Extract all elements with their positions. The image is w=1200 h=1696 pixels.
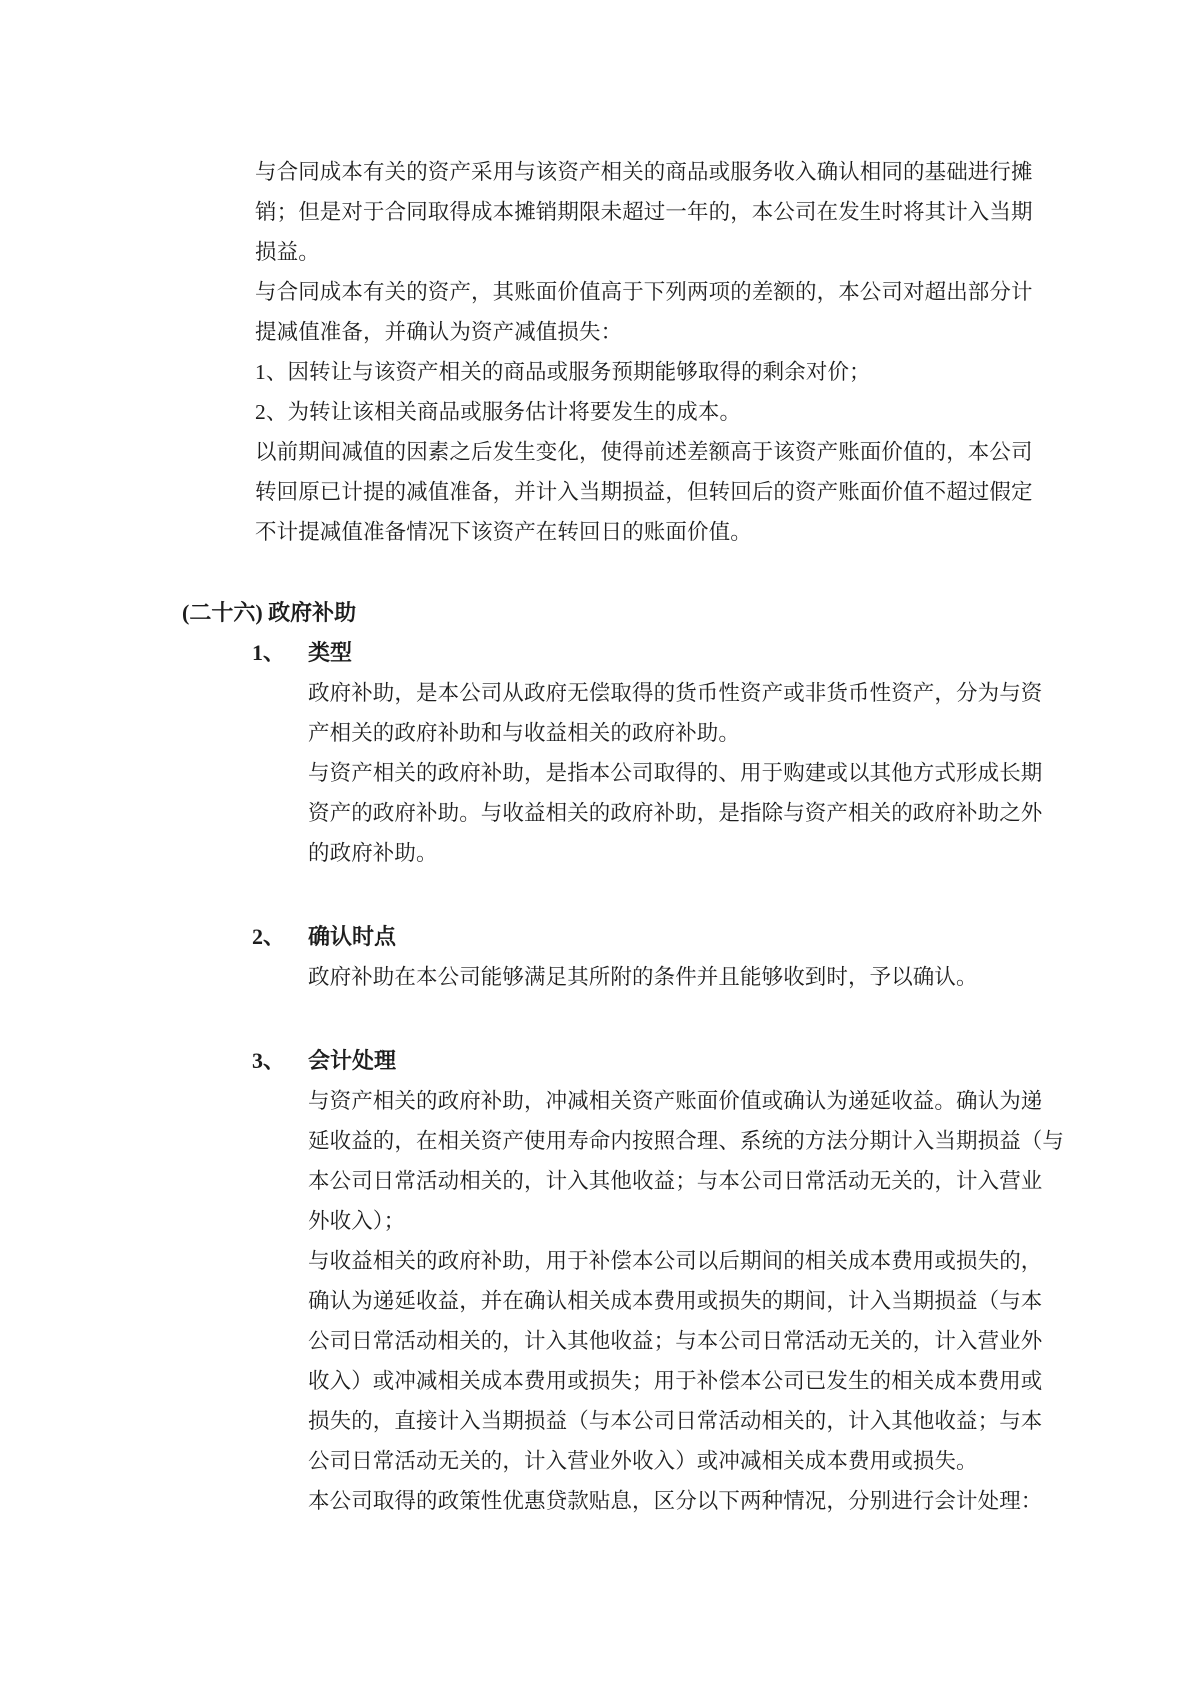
text-line: 政府补助在本公司能够满足其所附的条件并且能够收到时，予以确认。 bbox=[308, 965, 978, 989]
section-heading: (二十六) 政府补助 bbox=[182, 600, 357, 625]
text-line: 产相关的政府补助和与收益相关的政府补助。 bbox=[308, 721, 741, 745]
paragraph bbox=[0, 1081, 1200, 1241]
text-line: 不计提减值准备情况下该资产在转回日的账面价值。 bbox=[255, 520, 752, 544]
numbered-subheading bbox=[252, 917, 1200, 957]
text-line: 与合同成本有关的资产，其账面价值高于下列两项的差额的，本公司对超出部分计 bbox=[255, 280, 1033, 304]
text-line: 公司日常活动无关的，计入营业外收入）或冲减相关成本费用或损失。 bbox=[308, 1449, 978, 1473]
text-line: 2、为转让该相关商品或服务估计将要发生的成本。 bbox=[255, 400, 742, 424]
text-line: 的政府补助。 bbox=[308, 841, 438, 865]
text-line: 1、因转让与该资产相关的商品或服务预期能够取得的剩余对价； bbox=[255, 360, 871, 384]
text-line: 以前期间减值的因素之后发生变化，使得前述差额高于该资产账面价值的，本公司 bbox=[255, 440, 1033, 464]
paragraph bbox=[0, 957, 1200, 997]
text-line: 提减值准备，并确认为资产减值损失： bbox=[255, 320, 623, 344]
subheading-number: 3、 bbox=[252, 1048, 286, 1073]
paragraph bbox=[0, 392, 1200, 432]
text-line: 本公司日常活动相关的，计入其他收益；与本公司日常活动无关的，计入营业 bbox=[308, 1169, 1043, 1193]
text-line: 损益。 bbox=[255, 240, 320, 264]
text-line: 资产的政府补助。与收益相关的政府补助，是指除与资产相关的政府补助之外 bbox=[308, 801, 1043, 825]
text-line: 损失的，直接计入当期损益（与本公司日常活动相关的，计入其他收益；与本 bbox=[308, 1409, 1043, 1433]
text-line: 延收益的，在相关资产使用寿命内按照合理、系统的方法分期计入当期损益（与 bbox=[308, 1129, 1065, 1153]
subheading-title: 类型 bbox=[308, 640, 353, 665]
paragraph bbox=[0, 152, 1200, 272]
subheading-title: 会计处理 bbox=[308, 1048, 397, 1073]
text-line: 政府补助，是本公司从政府无偿取得的货币性资产或非货币性资产，分为与资 bbox=[308, 681, 1043, 705]
paragraph bbox=[0, 272, 1200, 352]
text-line: 与资产相关的政府补助，是指本公司取得的、用于购建或以其他方式形成长期 bbox=[308, 761, 1043, 785]
text-line: 公司日常活动相关的，计入其他收益；与本公司日常活动无关的，计入营业外 bbox=[308, 1329, 1043, 1353]
text-line: 收入）或冲减相关成本费用或损失；用于补偿本公司已发生的相关成本费用或 bbox=[308, 1369, 1043, 1393]
paragraph bbox=[0, 1481, 1200, 1521]
paragraph bbox=[0, 673, 1200, 873]
text-line: 销；但是对于合同取得成本摊销期限未超过一年的，本公司在发生时将其计入当期 bbox=[255, 200, 1033, 224]
paragraph bbox=[0, 432, 1200, 552]
subheading-number: 2、 bbox=[252, 924, 286, 949]
text-line: 确认为递延收益，并在确认相关成本费用或损失的期间，计入当期损益（与本 bbox=[308, 1289, 1043, 1313]
numbered-subheading bbox=[252, 1041, 1200, 1081]
text-line: 与资产相关的政府补助，冲减相关资产账面价值或确认为递延收益。确认为递 bbox=[308, 1089, 1043, 1113]
paragraph bbox=[0, 352, 1200, 392]
paragraph bbox=[0, 1241, 1200, 1481]
text-line: 外收入）； bbox=[308, 1209, 406, 1233]
text-line: 本公司取得的政策性优惠贷款贴息，区分以下两种情况，分别进行会计处理： bbox=[308, 1489, 1043, 1513]
text-line: 转回原已计提的减值准备，并计入当期损益，但转回后的资产账面价值不超过假定 bbox=[255, 480, 1033, 504]
text-line: 与收益相关的政府补助，用于补偿本公司以后期间的相关成本费用或损失的， bbox=[308, 1249, 1043, 1273]
numbered-subheading bbox=[252, 633, 1200, 673]
subheading-number: 1、 bbox=[252, 640, 286, 665]
subheading-title: 确认时点 bbox=[308, 924, 397, 949]
text-line: 与合同成本有关的资产采用与该资产相关的商品或服务收入确认相同的基础进行摊 bbox=[255, 160, 1033, 184]
